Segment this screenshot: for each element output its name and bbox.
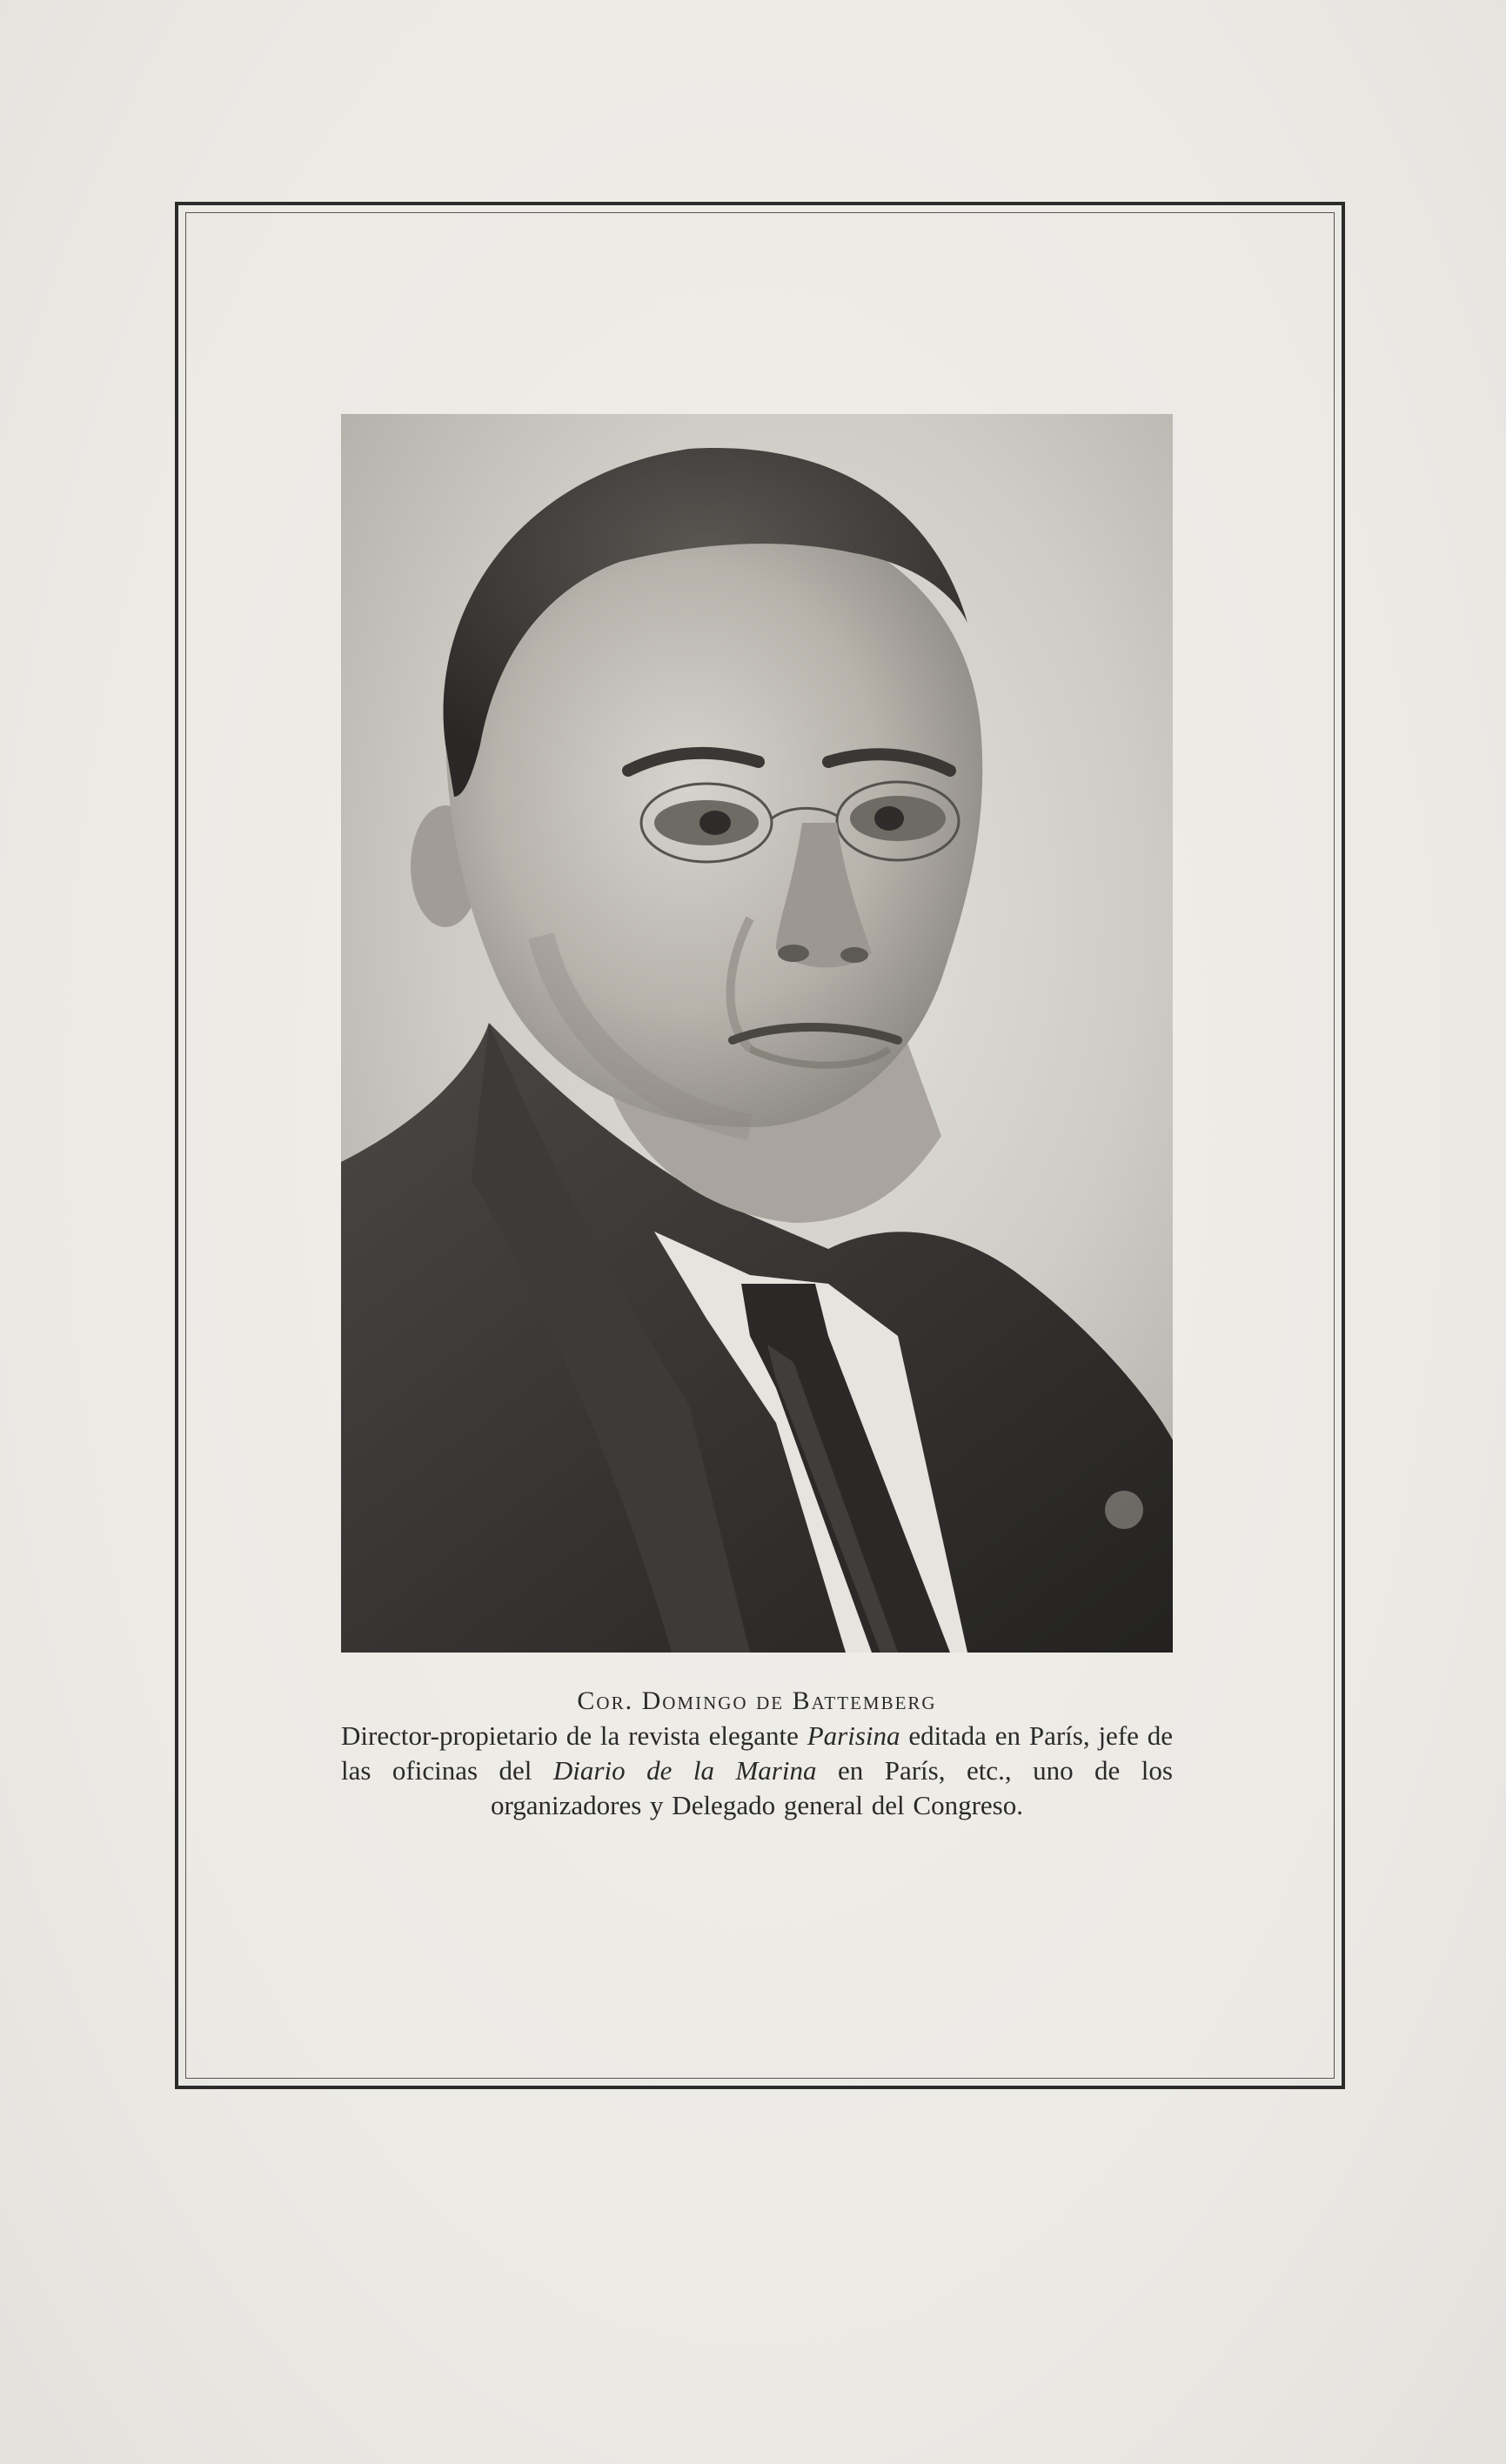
portrait-photo <box>341 414 1173 1653</box>
caption-text-3: en París, etc., uno de los organizadores y Delegado general del Congreso. <box>491 1755 1173 1820</box>
caption-text-1: Director-propietario de la revista elegante <box>341 1720 807 1751</box>
photo-caption <box>341 1684 1173 1823</box>
caption-italic-parisina: Parisina <box>807 1720 900 1751</box>
caption-text-2: editada en París, jefe de las oficinas del <box>341 1720 1174 1786</box>
caption-description <box>341 1719 1173 1823</box>
caption-name: Cor. Domingo de Battemberg <box>577 1686 937 1715</box>
caption-italic-diario: Diario de la Marina <box>552 1755 817 1786</box>
